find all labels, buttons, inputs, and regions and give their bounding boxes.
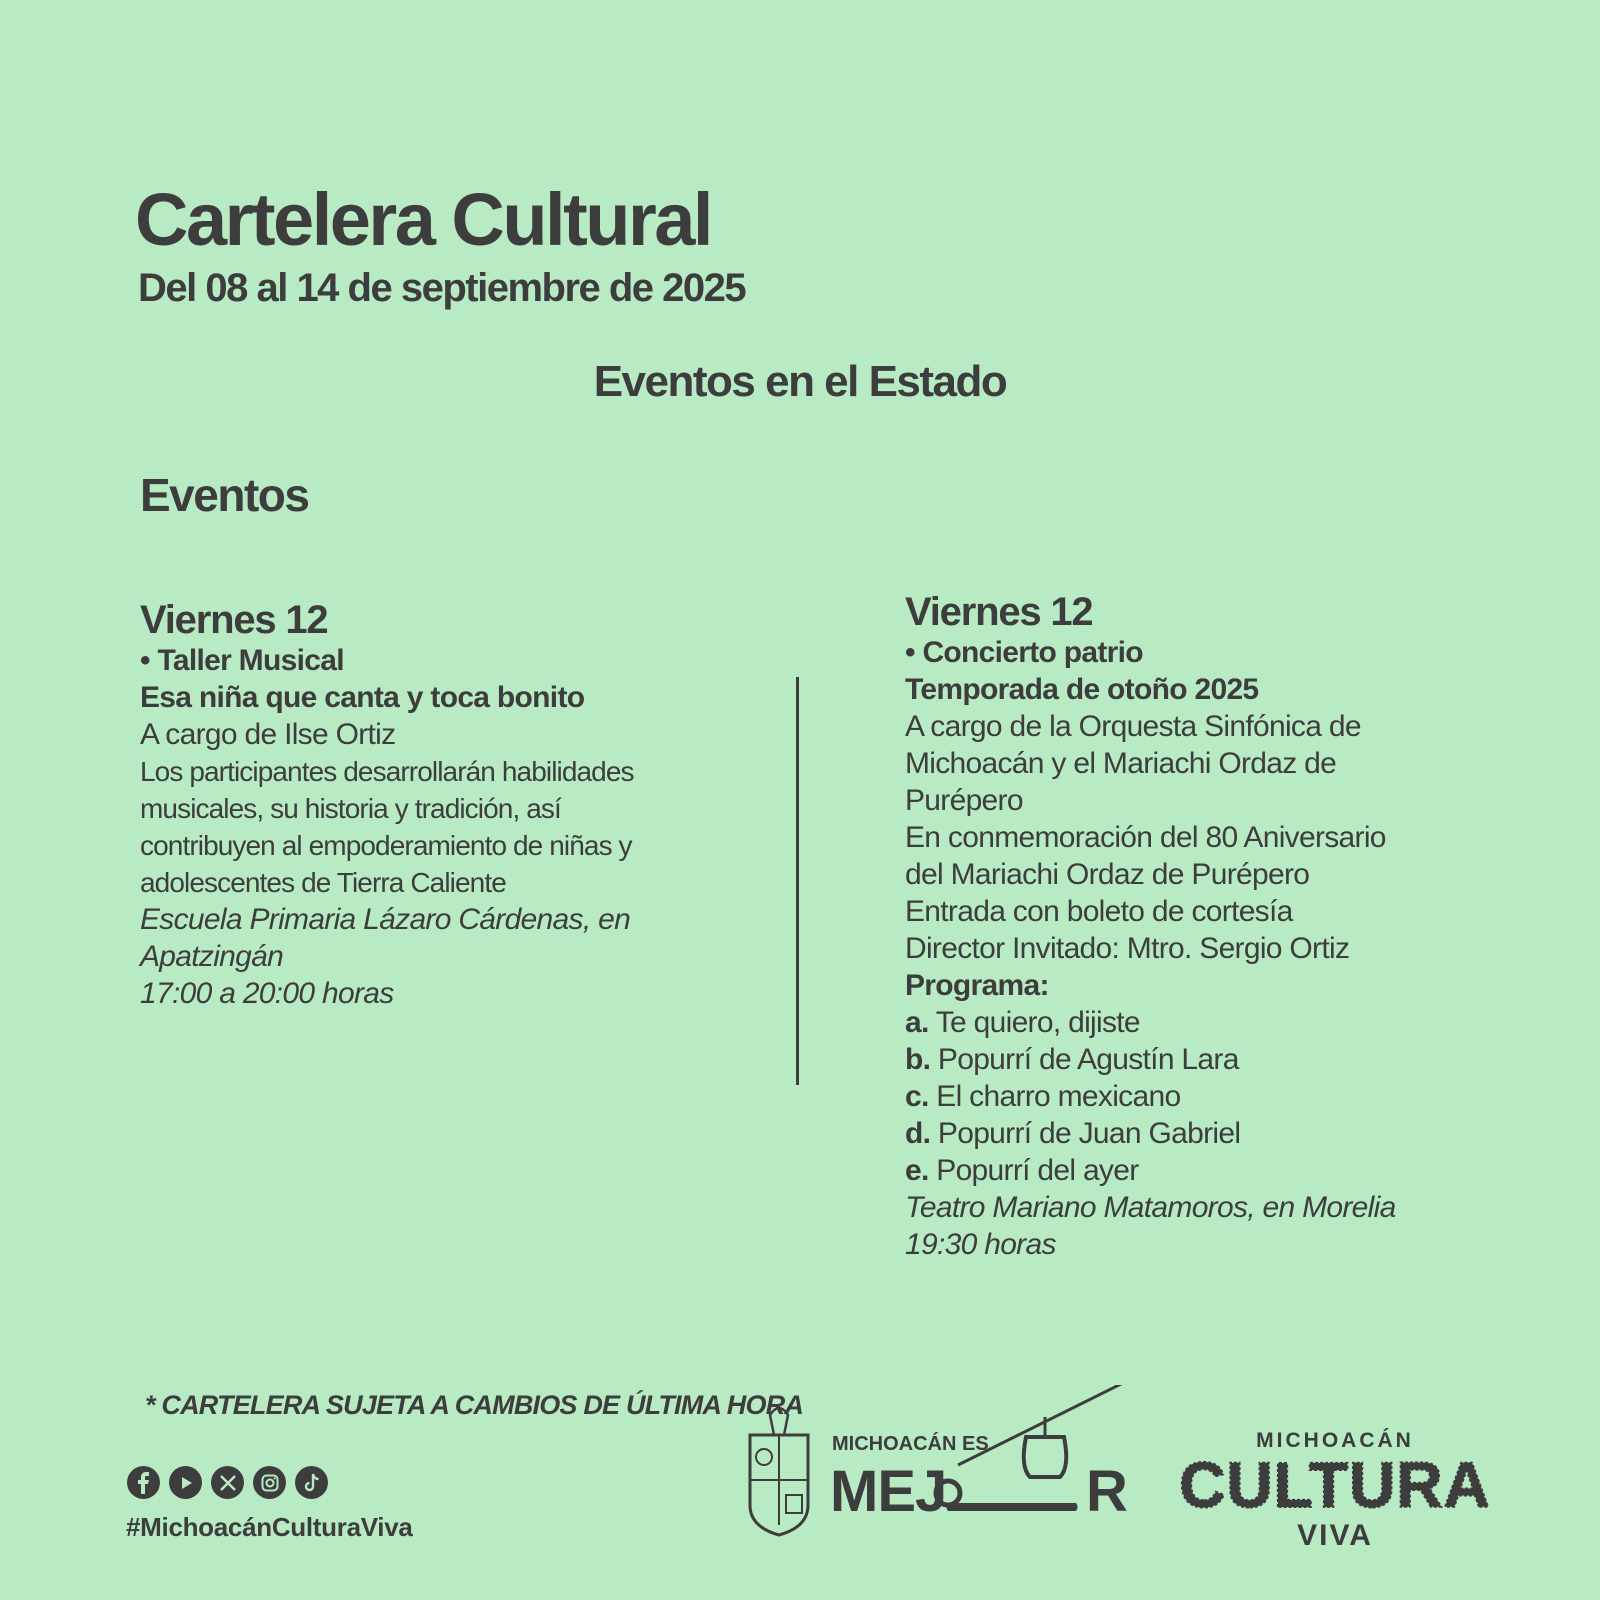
program-letter: a. — [905, 1006, 929, 1039]
event-venue: Teatro Mariano Matamoros, en Morelia — [905, 1191, 1396, 1224]
x-icon[interactable] — [211, 1466, 244, 1499]
tiktok-icon[interactable] — [295, 1466, 328, 1499]
section-heading: Eventos en el Estado — [593, 357, 1007, 406]
program-item — [905, 1041, 1545, 1078]
disclaimer: * CARTELERA SUJETA A CAMBIOS DE ÚLTIMA HORA — [145, 1390, 804, 1420]
page-title: Cartelera Cultural — [135, 178, 711, 261]
event-description — [140, 753, 780, 901]
detail-line: Director Invitado: Mtro. Sergio Ortiz — [905, 932, 1350, 965]
program-item — [905, 1078, 1545, 1115]
event-day: Viernes 12 — [905, 590, 1093, 634]
event-name: Esa niña que canta y toca bonito — [140, 681, 585, 714]
column-divider — [796, 677, 799, 1085]
facebook-icon[interactable] — [127, 1466, 160, 1499]
event-name: Temporada de otoño 2025 — [905, 673, 1259, 706]
program-title: Popurrí de Agustín Lara — [937, 1043, 1239, 1076]
venue-line: Escuela Primaria Lázaro Cárdenas, en — [140, 903, 631, 936]
description-line: adolescentes de Tierra Caliente — [140, 867, 506, 898]
gov-logo-text-left: MEJ — [830, 1459, 947, 1524]
event-category: • Concierto patrio — [905, 636, 1143, 669]
program-title: Te quiero, dijiste — [935, 1006, 1140, 1039]
event-time: 17:00 a 20:00 horas — [140, 977, 394, 1010]
detail-line: del Mariachi Ordaz de Purépero — [905, 858, 1310, 891]
detail-line: A cargo de la Orquesta Sinfónica de — [905, 710, 1361, 743]
description-line: musicales, su historia y tradición, así — [140, 793, 561, 824]
youtube-icon[interactable] — [169, 1466, 202, 1499]
event-time: 19:30 horas — [905, 1228, 1056, 1261]
program-letter: c. — [905, 1080, 929, 1113]
hashtag: #MichoacánCulturaViva — [126, 1512, 413, 1542]
date-range-subtitle: Del 08 al 14 de septiembre de 2025 — [138, 266, 746, 310]
program-letter: e. — [905, 1154, 929, 1187]
detail-line: En conmemoración del 80 Aniversario — [905, 821, 1386, 854]
event-day: Viernes 12 — [140, 598, 328, 642]
detail-line: Entrada con boleto de cortesía — [905, 895, 1293, 928]
program-letter: d. — [905, 1117, 931, 1150]
events-heading: Eventos — [140, 469, 309, 521]
program-label: Programa: — [905, 969, 1049, 1002]
detail-line: Michoacán y el Mariachi Ordaz de — [905, 747, 1337, 780]
cultura-logo-bottom: VIVA — [1297, 1519, 1373, 1552]
description-line: contribuyen al empoderamiento de niñas y — [140, 830, 632, 861]
program-item — [905, 1004, 1545, 1041]
program-item — [905, 1152, 1545, 1189]
description-line: Los participantes desarrollarán habilidades — [140, 756, 634, 787]
venue-line: Apatzingán — [140, 940, 284, 973]
event-venue — [140, 901, 780, 975]
program-letter: b. — [905, 1043, 931, 1076]
event-card-concierto — [905, 590, 1545, 1263]
cultura-logo-middle: CULTURA — [1179, 1449, 1491, 1521]
program-title: Popurrí de Juan Gabriel — [937, 1117, 1241, 1150]
event-category: • Taller Musical — [140, 644, 344, 677]
event-details — [905, 708, 1545, 967]
gov-logo-top-text: MICHOACÁN ES — [832, 1433, 989, 1455]
program-title: Popurrí del ayer — [936, 1154, 1139, 1187]
michoacan-es-mejor-logo — [748, 1385, 1128, 1545]
event-host: A cargo de Ilse Ortiz — [140, 718, 396, 751]
michoacan-cultura-viva-logo — [1165, 1425, 1505, 1555]
program-title: El charro mexicano — [936, 1080, 1181, 1113]
instagram-icon[interactable] — [253, 1466, 286, 1499]
social-icons — [127, 1466, 328, 1499]
program-item — [905, 1115, 1545, 1152]
event-card-taller — [140, 598, 780, 1012]
cultura-logo-top: MICHOACÁN — [1256, 1429, 1414, 1452]
detail-line: Purépero — [905, 784, 1023, 817]
gov-logo-text-right: R — [1086, 1459, 1128, 1524]
program-list — [905, 1004, 1545, 1189]
coat-of-arms-icon — [750, 1408, 808, 1535]
